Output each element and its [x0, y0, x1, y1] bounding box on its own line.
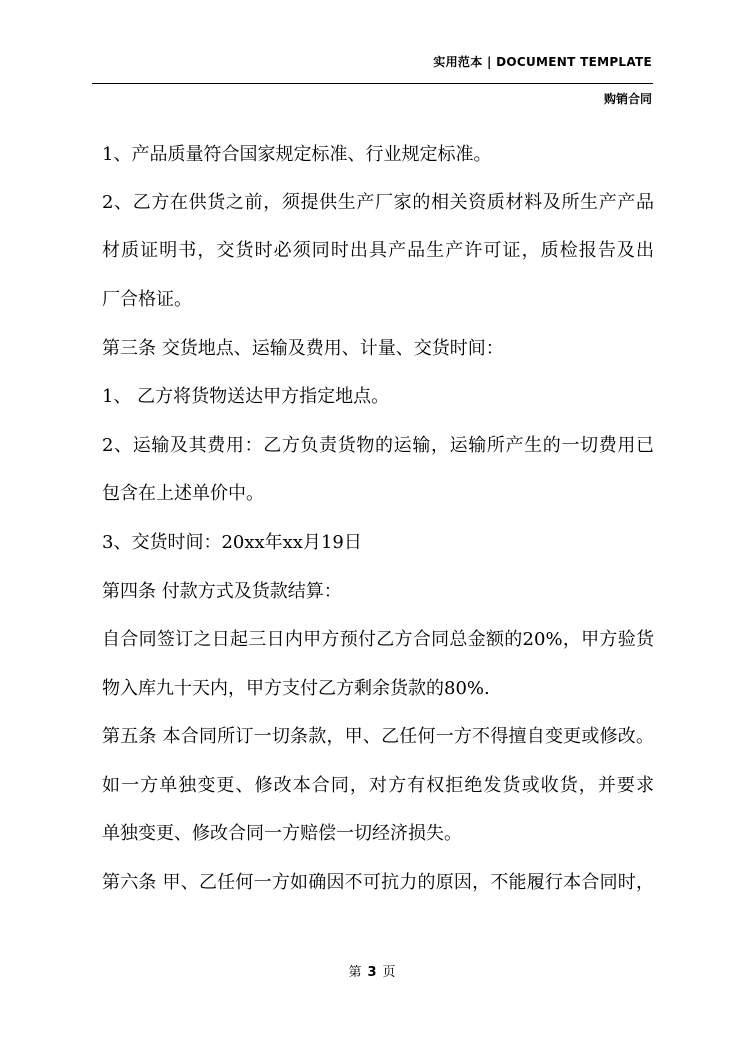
page-footer: [0, 961, 744, 980]
body-line: 单独变更、修改合同一方赔偿一切经济损失。: [102, 823, 462, 844]
body-line: 材质证明书，交货时必须同时出具产品生产许可证，质检报告及出: [102, 240, 654, 261]
body-line: 自合同签订之日起三日内甲方预付乙方合同总金额的20%，甲方验货: [102, 629, 654, 650]
section-heading: 第三条 交货地点、运输及费用、计量、交货时间：: [102, 338, 504, 359]
header-divider: [92, 83, 653, 84]
body-line: 3、交货时间：20xx年xx月19日: [102, 532, 362, 553]
page-number: 3: [367, 965, 377, 980]
body-line: 1、 乙方将货物送达甲方指定地点。: [102, 386, 390, 407]
body-line: 2、乙方在供货之前，须提供生产厂家的相关资质材料及所生产产品: [102, 192, 654, 213]
body-line: 如一方单独变更、修改本合同，对方有权拒绝发货或收货，并要求: [102, 775, 654, 796]
header-title: 实用范本 | DOCUMENT TEMPLATE: [433, 55, 652, 69]
body-line: 1、产品质量符合国家规定标准、行业规定标准。: [102, 144, 492, 165]
body-line: 物入库九十天内，甲方支付乙方剩余货款的80%.: [102, 678, 490, 699]
section-heading: 第五条 本合同所订一切条款，甲、乙任何一方不得擅自变更或修改。: [102, 726, 654, 747]
section-heading: 第四条 付款方式及货款结算：: [102, 581, 342, 602]
header-subtitle: 购销合同: [603, 92, 652, 106]
body-line: 厂合格证。: [102, 289, 192, 310]
body-line: 包含在上述单价中。: [102, 483, 264, 504]
section-heading: 第六条 甲、乙任何一方如确因不可抗力的原因，不能履行本合同时，: [102, 872, 654, 893]
body-line: 2、运输及其费用：乙方负责货物的运输，运输所产生的一切费用已: [102, 435, 654, 456]
footer-suffix: 页: [382, 965, 396, 980]
footer-prefix: 第: [348, 965, 362, 980]
